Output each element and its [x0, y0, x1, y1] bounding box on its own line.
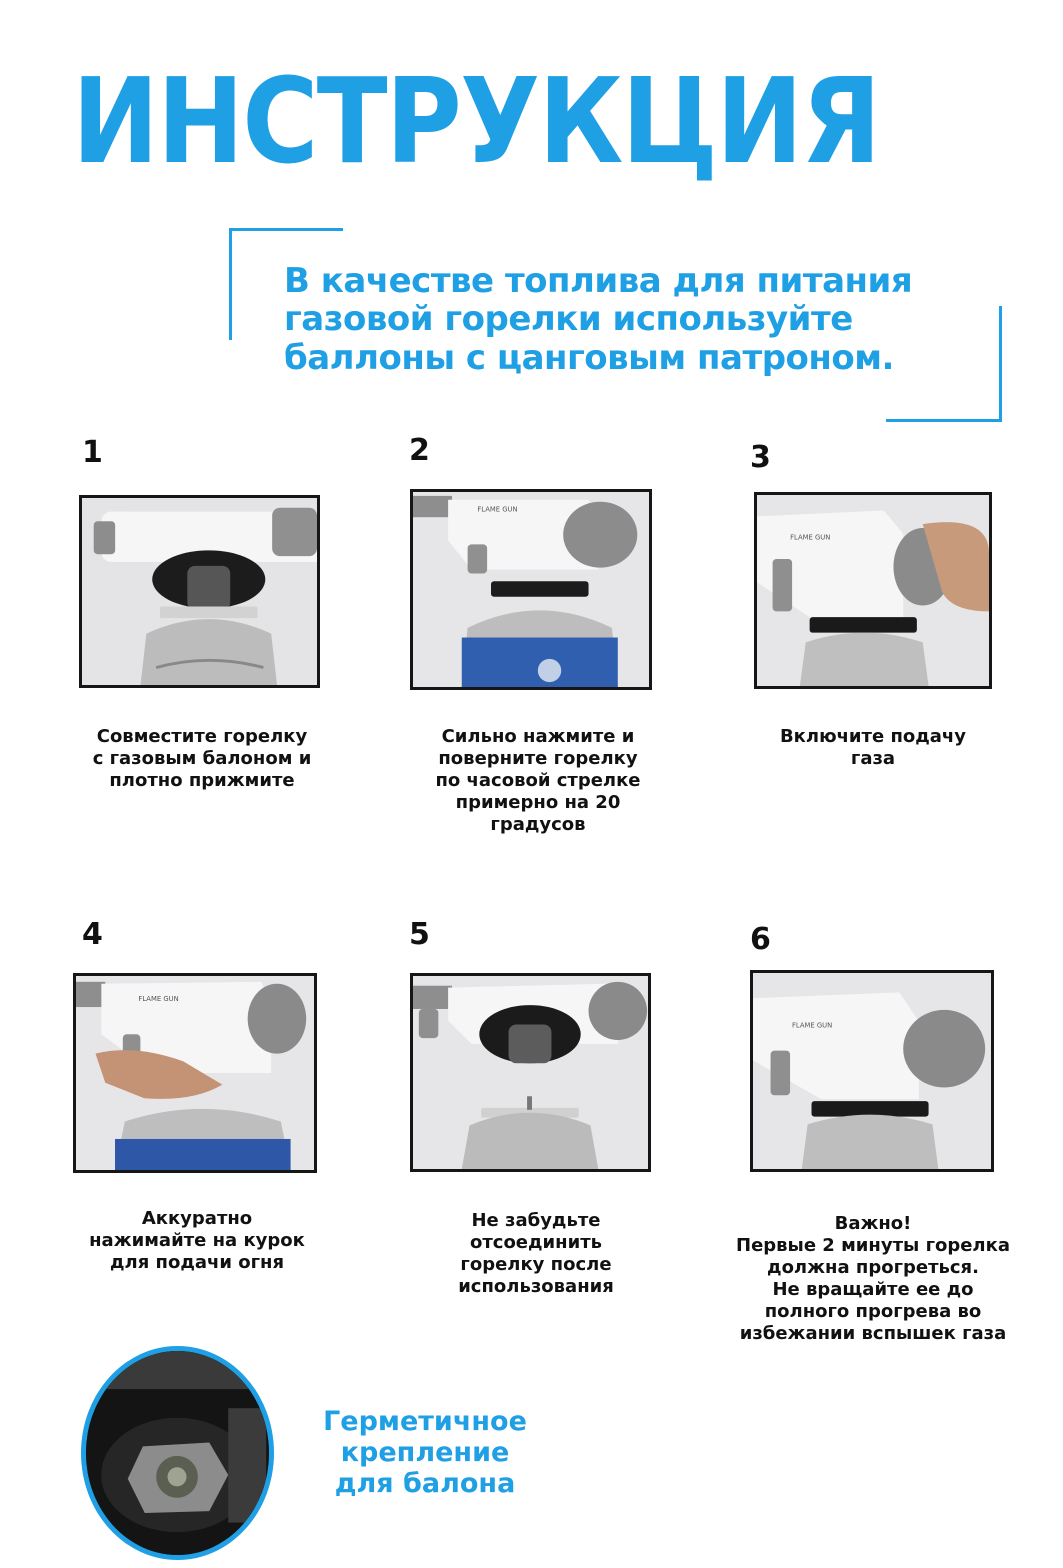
caption-line: Важно!	[834, 1213, 912, 1234]
step-caption	[57, 1208, 337, 1274]
caption-line: для подачи огня	[109, 1252, 285, 1273]
caption-line: горелку после	[460, 1254, 612, 1275]
caption-line: отсоединить	[469, 1232, 603, 1253]
step-photo	[73, 973, 317, 1173]
step-photo	[79, 495, 320, 688]
torch-image	[82, 498, 317, 685]
caption-line: плотно прижмите	[109, 770, 295, 791]
step-photo	[750, 970, 994, 1172]
step-photo	[410, 973, 651, 1172]
caption-line: избежании вспышек газа	[739, 1323, 1007, 1344]
caption-line: с газовым балоном и	[92, 748, 312, 769]
caption-line: нажимайте на курок	[89, 1230, 305, 1251]
caption-line: должна прогреться.	[767, 1257, 979, 1278]
torch-image	[753, 973, 991, 1169]
caption-line: Аккуратно	[141, 1208, 253, 1229]
torch-brand-label: FLAME GUN	[138, 995, 179, 1004]
step-number: 3	[750, 440, 771, 475]
step-photo	[754, 492, 992, 689]
lead-text	[284, 262, 1004, 377]
seal-closeup-photo	[81, 1346, 274, 1560]
caption-line: газа	[850, 748, 896, 769]
step-caption	[723, 1213, 1023, 1345]
caption-line: Первые 2 минуты горелка	[736, 1235, 1010, 1256]
seal-caption	[300, 1406, 550, 1499]
cartridge-connector-image	[86, 1351, 269, 1555]
lead-line: В качестве топлива для питания	[284, 261, 913, 301]
torch-brand-label: FLAME GUN	[790, 533, 831, 542]
step-number: 4	[82, 917, 103, 952]
step-number: 6	[750, 922, 771, 957]
seal-caption-line: крепление	[340, 1437, 510, 1468]
seal-caption-line: Герметичное	[323, 1406, 527, 1437]
seal-caption-line: для балона	[334, 1468, 516, 1499]
torch-image	[413, 492, 649, 687]
caption-line: Совместите горелку	[96, 726, 308, 747]
lead-line: баллоны с цанговым патроном.	[284, 337, 894, 378]
step-number: 1	[82, 435, 103, 470]
caption-line: использования	[458, 1276, 614, 1297]
caption-line: примерно на 20	[455, 792, 621, 813]
step-number: 2	[409, 433, 430, 468]
caption-line: Не вращайте ее до	[772, 1279, 974, 1300]
step-caption	[398, 726, 678, 836]
caption-line: по часовой стрелке	[435, 770, 641, 791]
caption-line: Не забудьте	[471, 1210, 601, 1231]
step-caption	[62, 726, 342, 792]
torch-brand-label: FLAME GUN	[792, 1021, 833, 1030]
caption-line: градусов	[490, 814, 586, 835]
caption-line: поверните горелку	[438, 748, 638, 769]
step-caption	[396, 1210, 676, 1298]
torch-brand-label: FLAME GUN	[477, 505, 518, 514]
torch-image	[76, 976, 314, 1170]
page-title: ИНСТРУКЦИЯ	[72, 52, 880, 190]
step-caption	[733, 726, 1013, 770]
torch-image	[413, 976, 648, 1169]
caption-line: полного прогрева во	[764, 1301, 982, 1322]
lead-line: газовой горелки используйте	[284, 299, 853, 340]
step-number: 5	[409, 917, 430, 952]
torch-image	[757, 495, 989, 686]
step-photo	[410, 489, 652, 690]
caption-line: Сильно нажмите и	[441, 726, 635, 747]
caption-line: Включите подачу	[779, 726, 967, 747]
